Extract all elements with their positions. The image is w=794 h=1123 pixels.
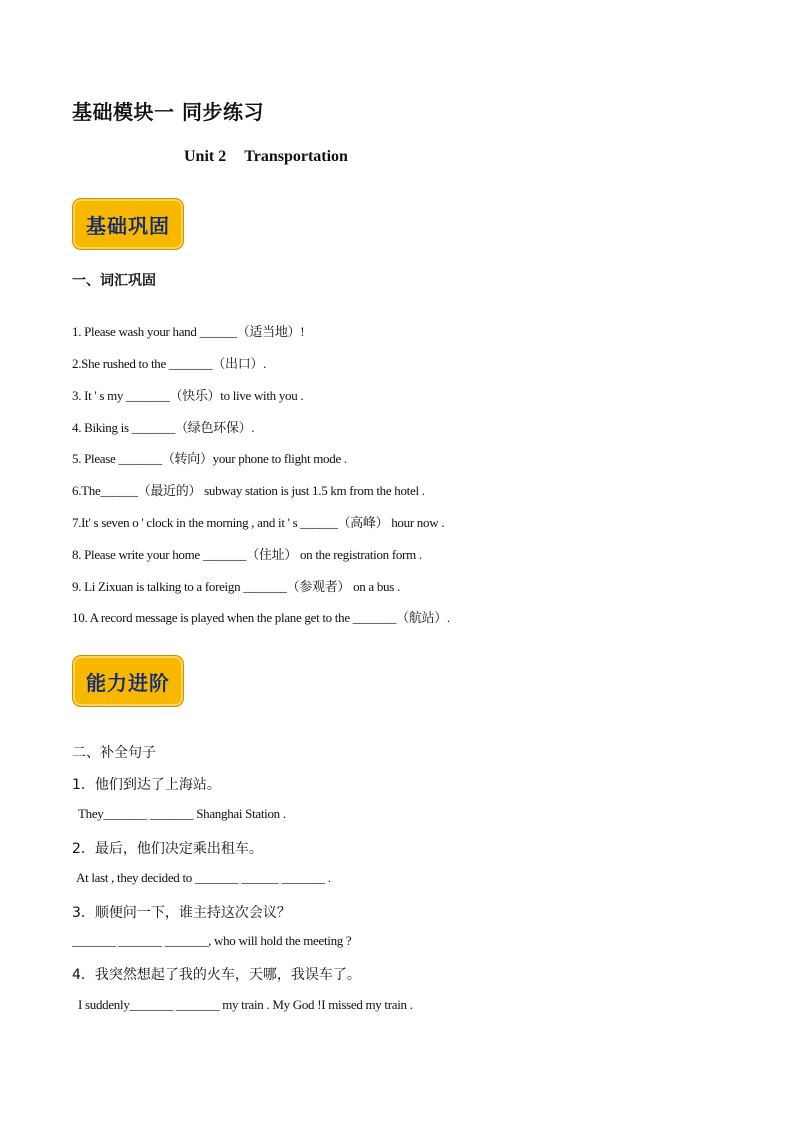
sentence-answer-en: _______ _______ _______, who will hold the meeting ?	[72, 933, 352, 948]
section1-heading: 一、词汇巩固	[72, 273, 156, 289]
sentence-prompt-cn: 4．我突然想起了我的火车，天哪，我误车了。	[72, 967, 361, 983]
unit-label: Unit 2	[184, 148, 227, 165]
sentence-answer-en: At last , they decided to _______ ______ _______ .	[76, 870, 331, 885]
vocab-item: 5. Please _______（转向）your phone to flight mode .	[72, 451, 347, 466]
sentence-prompt-cn: 1．他们到达了上海站。	[72, 777, 221, 793]
page-title: 基础模块一 同步练习	[72, 100, 264, 124]
badge-basic-label: 基础巩固	[86, 213, 170, 238]
unit-name: Transportation	[244, 148, 348, 165]
vocab-item: 2.She rushed to the _______（出口）.	[72, 356, 267, 371]
vocab-item: 1. Please wash your hand ______（适当地）!	[72, 324, 305, 339]
badge-basic	[72, 198, 184, 250]
vocab-item: 7.It' s seven o ' clock in the morning , and it ' s ______（高峰） hour now .	[72, 515, 445, 530]
sentence-answer-en: I suddenly_______ _______ my train . My God !I missed my train .	[78, 997, 413, 1012]
vocab-item: 10. A record message is played when the plane get to the _______（航站）.	[72, 610, 450, 625]
badge-advanced-label: 能力进阶	[86, 670, 170, 695]
unit-heading	[184, 148, 348, 166]
badge-advanced	[72, 655, 184, 707]
vocab-item: 8. Please write your home _______（住址） on the registration form .	[72, 547, 422, 562]
sentence-answer-en: They_______ _______ Shanghai Station .	[78, 806, 286, 821]
vocab-item: 4. Biking is _______（绿色环保）.	[72, 420, 255, 435]
vocab-item: 6.The______（最近的） subway station is just 1.5 km from the hotel .	[72, 483, 425, 498]
sentence-prompt-cn: 2．最后，他们决定乘出租车。	[72, 841, 263, 857]
sentence-prompt-cn: 3．顺便问一下，谁主持这次会议？	[72, 905, 291, 921]
section2-heading: 二、补全句子	[72, 745, 156, 761]
vocab-item: 3. It ' s my _______（快乐）to live with you .	[72, 388, 304, 403]
vocab-item: 9. Li Zixuan is talking to a foreign _______（参观者） on a bus .	[72, 579, 400, 594]
